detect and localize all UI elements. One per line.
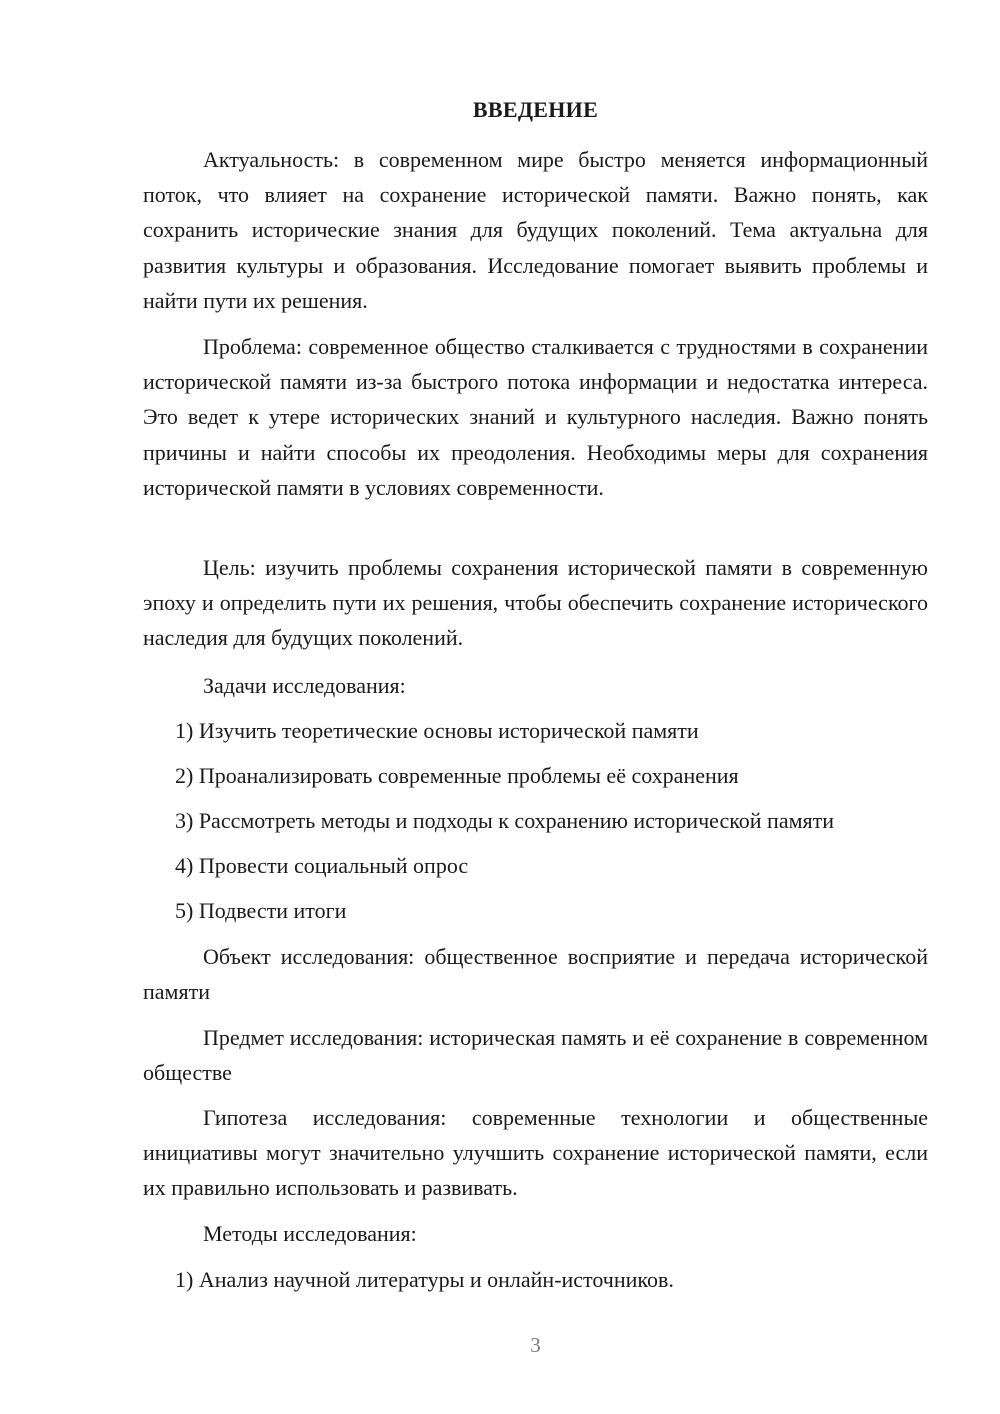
object-paragraph: Объект исследования: общественное восприятие и передача исторической памяти bbox=[143, 944, 928, 1005]
relevance-paragraph: Актуальность: в современном мире быстро меняется информационный поток, что влияет на сохранение исторической памяти. Важно понять, как сохранить исторические знания для будущих поколений. Тема актуальна для развития культуры и образования. Исследование помогает выявить проблемы и найти пути их решения. bbox=[143, 147, 928, 313]
task-item: 3) Рассмотреть методы и подходы к сохранению исторической памяти bbox=[175, 808, 835, 833]
goal-paragraph: Цель: изучить проблемы сохранения исторической памяти в современную эпоху и определить пути их решения, чтобы обеспечить сохранение исторического наследия для будущих поколений. bbox=[143, 555, 928, 651]
methods-heading: Методы исследования: bbox=[203, 1221, 417, 1246]
method-item: 1) Анализ научной литературы и онлайн-источников. bbox=[175, 1267, 674, 1292]
subject-paragraph: Предмет исследования: историческая память и её сохранение в современном обществе bbox=[143, 1025, 928, 1086]
page-number: 3 bbox=[530, 1333, 541, 1357]
hypothesis-paragraph: Гипотеза исследования: современные технологии и общественные инициативы могут значительно улучшить сохранение исторической памяти, если их правильно использовать и развивать. bbox=[143, 1105, 928, 1201]
task-item: 2) Проанализировать современные проблемы её сохранения bbox=[175, 763, 739, 788]
problem-paragraph: Проблема: современное общество сталкивается с трудностями в сохранении исторической памяти из-за быстрого потока информации и недостатка интереса. Это ведет к утере исторических знаний и культурного наследия. Важно понять причины и найти способы их преодоления. Необходимы меры для сохранения исторической памяти в условиях современности. bbox=[143, 334, 928, 500]
task-item: 1) Изучить теоретические основы исторической памяти bbox=[175, 718, 699, 743]
task-item: 4) Провести социальный опрос bbox=[175, 853, 469, 878]
section-title: ВВЕДЕНИЕ bbox=[472, 97, 599, 122]
document-page bbox=[143, 0, 928, 1414]
tasks-heading: Задачи исследования: bbox=[203, 673, 406, 698]
task-item: 5) Подвести итоги bbox=[175, 898, 347, 923]
